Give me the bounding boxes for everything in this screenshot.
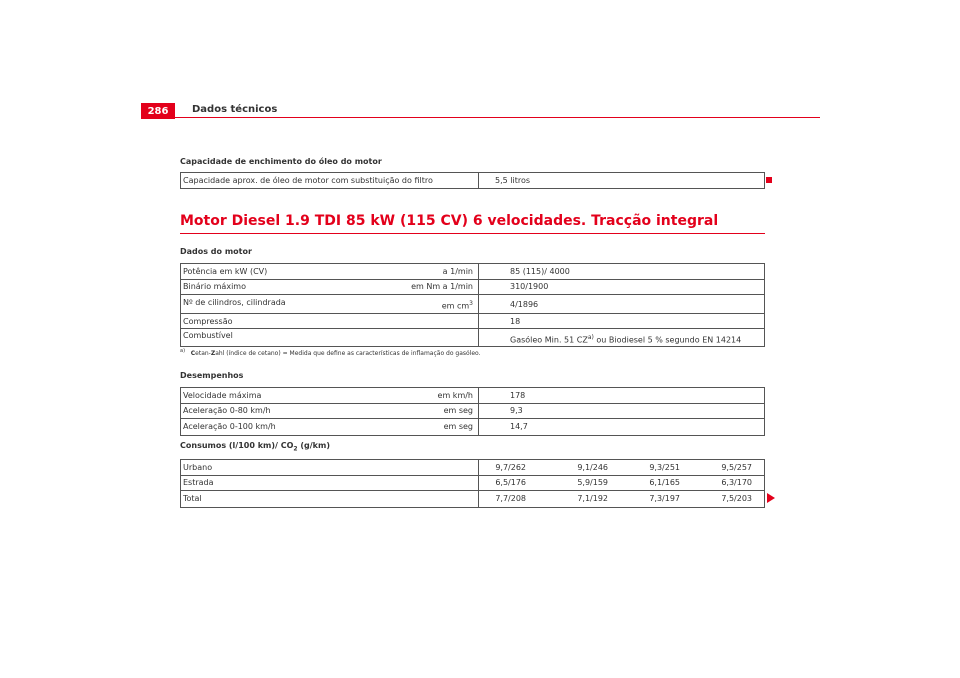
table-row xyxy=(181,264,764,280)
engine-table xyxy=(180,263,765,347)
table-row xyxy=(181,295,764,314)
table-row xyxy=(181,280,764,295)
cell-value: 7,1/192 xyxy=(577,494,608,503)
table-row xyxy=(181,491,764,507)
cell-value: 6,5/176 xyxy=(495,478,526,487)
cell-value: 178 xyxy=(510,391,526,400)
cell-value: Gasóleo Min. 51 CZ$^{a)}$ ou Biodiesel 5 % segundo EN 14214 xyxy=(510,334,742,345)
table-row xyxy=(181,329,764,346)
continue-arrow-icon xyxy=(767,493,775,503)
cell-value: 4/1896 xyxy=(510,300,539,309)
section-end-marker xyxy=(766,177,772,183)
cell-value: 9,1/246 xyxy=(577,463,608,472)
cell-unit: em seg xyxy=(443,406,473,415)
cell-value: 9,7/262 xyxy=(495,463,526,472)
table-row xyxy=(181,419,764,435)
cell-value: 310/1900 xyxy=(510,282,549,291)
cell-unit: em $cm^3$ xyxy=(441,300,473,311)
cell-value: 9,3 xyxy=(510,406,523,415)
cell-value: 5,9/159 xyxy=(577,478,608,487)
oil-row-label: Capacidade aprox. de óleo de motor com substituição do filtro xyxy=(183,176,433,185)
oil-table xyxy=(180,172,765,189)
performance-section-label: Desempenhos xyxy=(180,371,244,380)
consumption-section-label: Consumos (l/100 km)/ $CO_2$ (g/km) xyxy=(180,441,330,453)
cell-label: Estrada xyxy=(183,478,214,487)
cell-unit: em km/h xyxy=(437,391,473,400)
cell-label: Potência em kW (CV) xyxy=(183,267,268,276)
page-number: 286 xyxy=(141,103,175,119)
cell-label: Compressão xyxy=(183,317,233,326)
header-title: Dados técnicos xyxy=(192,104,278,115)
cell-label: Urbano xyxy=(183,463,213,472)
cell-value: 7,5/203 xyxy=(721,494,752,503)
heading-rule xyxy=(180,233,765,234)
performance-table xyxy=(180,387,765,436)
cell-label: Total xyxy=(183,494,202,503)
cell-value: 85 (115)/ 4000 xyxy=(510,267,570,276)
table-row xyxy=(181,460,764,476)
cell-value: 7,7/208 xyxy=(495,494,526,503)
header-rule xyxy=(175,117,820,118)
engine-section-label: Dados do motor xyxy=(180,247,252,256)
cell-label: Aceleração 0-100 km/h xyxy=(183,422,276,431)
cell-label: Aceleração 0-80 km/h xyxy=(183,406,271,415)
oil-row-value: 5,5 litros xyxy=(495,176,531,185)
cell-value: 7,3/197 xyxy=(649,494,680,503)
cell-label: Combustível xyxy=(183,331,233,340)
cell-value: 6,3/170 xyxy=(721,478,752,487)
table-row xyxy=(181,476,764,491)
cell-value: 9,3/251 xyxy=(649,463,680,472)
cell-label: Nº de cilindros, cilindrada xyxy=(183,298,286,307)
cell-unit: em seg xyxy=(443,422,473,431)
footnote: $^{a)}$ Cetan-Zahl (índice de cetano) = Medida que define as características de inflamação do gasóleo. xyxy=(180,348,481,357)
table-row xyxy=(181,388,764,404)
table-row xyxy=(181,404,764,419)
cell-value: 14,7 xyxy=(510,422,528,431)
cell-value: 9,5/257 xyxy=(721,463,752,472)
table-row xyxy=(181,314,764,329)
cell-label: Binário máximo xyxy=(183,282,246,291)
table-row xyxy=(181,173,764,188)
cell-unit: em Nm a 1/min xyxy=(411,282,473,291)
consumption-table xyxy=(180,459,765,508)
oil-section-label: Capacidade de enchimento do óleo do motor xyxy=(180,157,382,166)
cell-label: Velocidade máxima xyxy=(183,391,262,400)
cell-value: 6,1/165 xyxy=(649,478,680,487)
cell-unit: a 1/min xyxy=(442,267,473,276)
cell-value: 18 xyxy=(510,317,521,326)
page-title: Motor Diesel 1.9 TDI 85 kW (115 CV) 6 velocidades. Tracção integral xyxy=(180,213,719,229)
